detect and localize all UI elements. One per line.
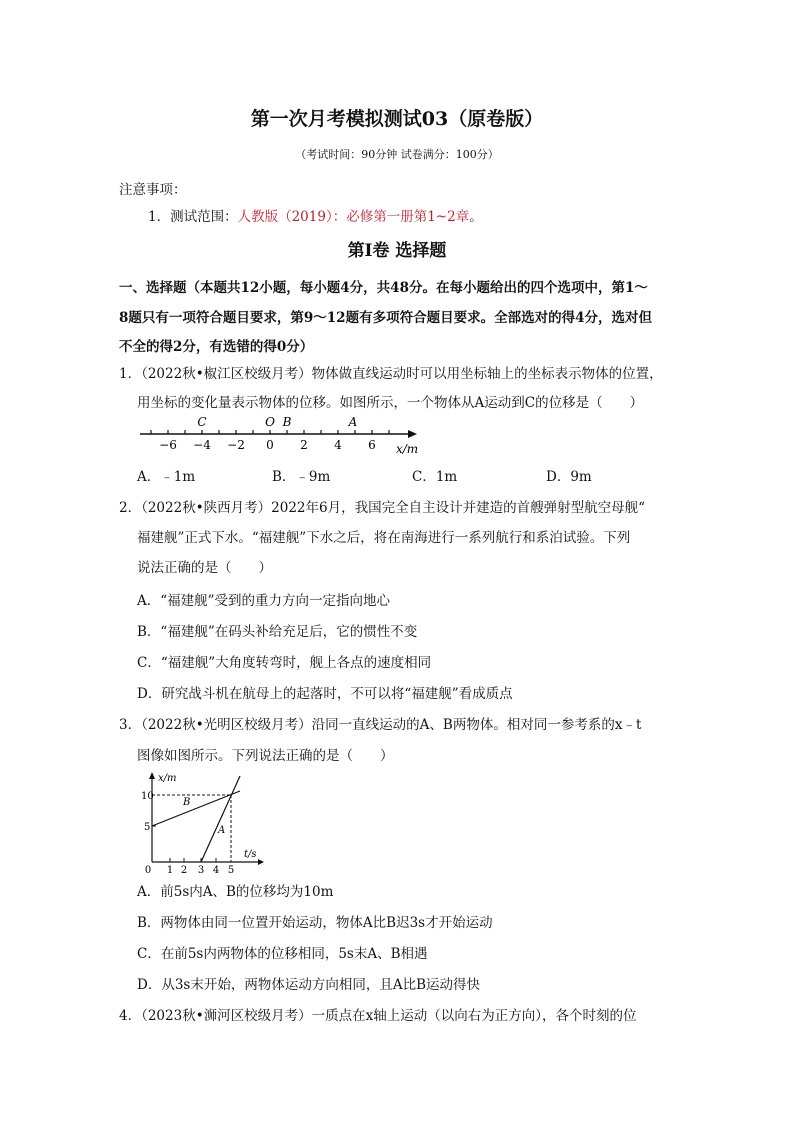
line-a xyxy=(201,776,240,862)
tick-label-neg4: −4 xyxy=(193,438,211,452)
point-label-c: C xyxy=(197,415,207,429)
notice-item-1-suffix: 。 xyxy=(469,209,483,225)
instructions-line-2: 8题只有一项符合题目要求，第9～12题有多项符合题目要求。全部选对的得4分，选对但 xyxy=(119,310,652,326)
tick-label-4: 4 xyxy=(334,438,342,452)
instructions-line-1: 一、选择题（本题共12小题，每小题4分，共48分。在每小题给出的四个选项中，第1～ xyxy=(119,280,648,296)
q3-option-d[interactable]: D．从3s末开始，两物体运动方向相同，且A比B运动得快 xyxy=(137,977,481,993)
q2-option-b[interactable]: B．“福建舰”在码头补给充足后，它的惯性不变 xyxy=(137,624,418,640)
graph-y-label: x/m xyxy=(158,773,177,784)
point-label-a: A xyxy=(348,415,358,429)
point-label-b: B xyxy=(282,415,292,429)
t-tick-0: 0 xyxy=(144,865,152,876)
q1-stem-line-2: 用坐标的变化量表示物体的位移。如图所示，一个物体从A运动到C的位移是（ ） xyxy=(137,395,644,411)
t-tick-1: 1 xyxy=(166,865,174,876)
q3-stem-line-1: 3．（2022秋•光明区校级月考）沿同一直线运动的A、B两物体。相对同一参考系的x﹣t xyxy=(119,717,642,733)
q3-option-b[interactable]: B．两物体由同一位置开始运动，物体A比B迟3s才开始运动 xyxy=(137,915,493,931)
section-title: 第Ⅰ卷 选择题 xyxy=(347,241,447,261)
q2-option-c[interactable]: C．“福建舰”大角度转弯时，舰上各点的速度相同 xyxy=(137,655,432,671)
x-axis-arrow xyxy=(149,772,155,779)
tick-label-neg6: −6 xyxy=(159,438,177,452)
q3-option-a[interactable]: A．前5s内A、B的位移均为10m xyxy=(137,884,334,900)
t-tick-5: 5 xyxy=(227,865,235,876)
tick-label-6: 6 xyxy=(368,438,376,452)
q1-option-d[interactable]: D．9m xyxy=(546,469,592,485)
q4-stem-line-1: 4．（2023秋•浉河区校级月考）一质点在x轴上运动（以向右为正方向），各个时刻的位 xyxy=(119,1008,637,1024)
q3-option-c[interactable]: C．在前5s内两物体的位移相同，5s末A、B相遇 xyxy=(137,946,428,962)
t-tick-4: 4 xyxy=(212,865,220,876)
graph-ticks xyxy=(152,826,216,862)
line-b-label: B xyxy=(183,797,191,808)
q1-option-c[interactable]: C．1m xyxy=(412,469,458,485)
exam-info: （考试时间：90分钟 试卷满分：100分） xyxy=(295,148,499,161)
line-a-label: A xyxy=(218,825,226,836)
y-tick-5: 5 xyxy=(144,822,151,833)
notice-item-1 xyxy=(148,205,483,225)
q3-stem-line-2: 图像如图所示。下列说法正确的是（ ） xyxy=(137,748,394,764)
point-label-o: O xyxy=(265,415,275,429)
tick-label-neg2: −2 xyxy=(227,438,245,452)
axis-arrow xyxy=(408,430,417,438)
q1-stem-line-1: 1．（2022秋•椒江区校级月考）物体做直线运动时可以用坐标轴上的坐标表示物体的位置， xyxy=(119,366,663,382)
q2-stem-line-3: 说法正确的是（ ） xyxy=(137,560,272,576)
notice-item-1-prefix: 1．测试范围： xyxy=(148,209,238,225)
q3-xt-graph xyxy=(140,770,266,876)
y-tick-10: 10 xyxy=(141,791,154,802)
axis-label-x: x/m xyxy=(396,442,419,456)
t-tick-3: 3 xyxy=(197,865,205,876)
instructions-line-3: 不全的得2分，有选错的得0分） xyxy=(119,339,314,355)
notice-item-1-scope: 人教版（2019）：必修第一册第1~2章 xyxy=(237,209,470,225)
q1-option-a[interactable]: A．﹣1m xyxy=(137,469,196,485)
page-title: 第一次月考模拟测试03（原卷版） xyxy=(250,108,544,130)
q1-option-b[interactable]: B．﹣9m xyxy=(272,469,331,485)
line-b xyxy=(152,791,240,826)
q2-stem-line-2: 福建舰”正式下水。“福建舰”下水之后，将在南海进行一系列航行和系泊试验。下列 xyxy=(137,530,631,546)
tick-label-0: 0 xyxy=(266,438,274,452)
notice-heading: 注意事项： xyxy=(119,182,187,198)
t-axis-arrow xyxy=(258,859,264,865)
q2-stem-line-1: 2．（2022秋•陕西月考）2022年6月，我国完全自主设计并建造的首艘弹射型航空母舰“ xyxy=(119,500,646,516)
q2-option-a[interactable]: A．“福建舰”受到的重力方向一定指向地心 xyxy=(137,593,391,609)
t-tick-2: 2 xyxy=(180,865,188,876)
graph-x-label: t/s xyxy=(244,849,257,860)
tick-label-2: 2 xyxy=(300,438,308,452)
q2-option-d[interactable]: D．研究战斗机在航母上的起落时，不可以将“福建舰”看成质点 xyxy=(137,686,513,702)
q1-number-line-figure xyxy=(138,413,428,459)
